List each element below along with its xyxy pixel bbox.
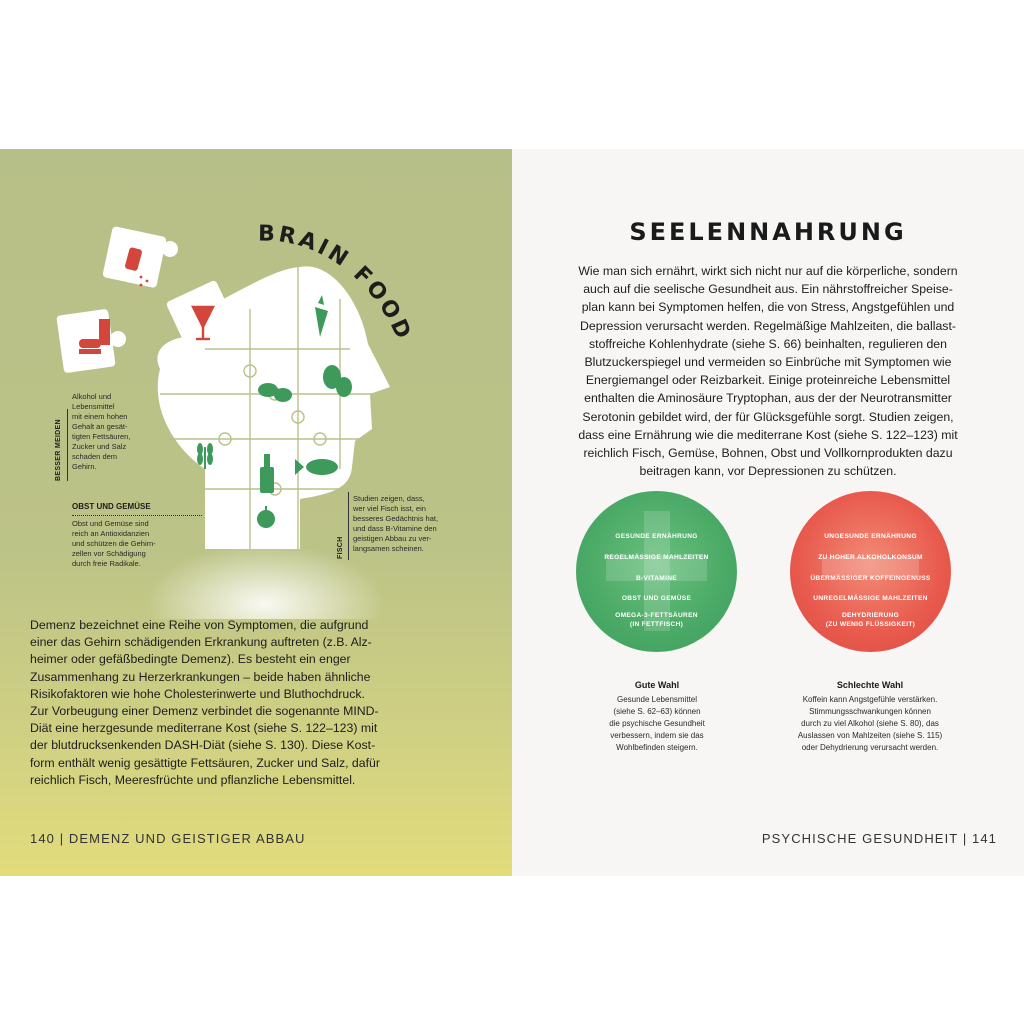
good-choice-circle xyxy=(576,491,737,652)
bad-item: DEHYDRIERUNG xyxy=(841,612,900,619)
bad-caption-body xyxy=(780,694,960,754)
body-line: Serotonin gebildet wird, der für Glücksgefühle sorgt. Studien zeigen, xyxy=(582,409,954,424)
bad-item: ÜBERMÄSSIGER KOFFEINGENUSS xyxy=(810,575,931,582)
caption-line: (siehe S. 62–63) können xyxy=(613,707,701,716)
body-line: plan kann bei Symptomen helfen, die von Stress, Angstgefühlen und xyxy=(581,300,955,315)
besser-meiden-text xyxy=(72,392,152,472)
left-body-text xyxy=(30,617,420,789)
good-caption-body xyxy=(567,694,747,754)
besser-meiden-heading: BESSER MEIDEN xyxy=(55,419,62,481)
body-line: der blutdrucksenkenden DASH-Diät (siehe S. 130). Diese Kost- xyxy=(30,738,376,753)
besser-meiden-line-4: tigten Fettsäuren, xyxy=(72,432,131,441)
body-line: einer das Gehirn schädigenden Erkrankung auftreten (z.B. Alz- xyxy=(30,635,372,650)
obst-gemuese-line-3: zellen vor Schädigung xyxy=(72,549,146,558)
left-footer: 140 | DEMENZ UND GEISTIGER ABBAU xyxy=(30,831,306,846)
good-item: REGELMÄSSIGE MAHLZEITEN xyxy=(604,554,709,561)
obst-gemuese-text xyxy=(72,519,187,569)
fisch-line-4: geistigen Abbau zu ver- xyxy=(353,534,432,543)
caption-line: Wohlbefinden steigern. xyxy=(616,743,698,752)
body-line: Zusammenhang zu Herzerkrankungen – beide haben ähnliche xyxy=(30,669,371,684)
fisch-line-1: wer viel Fisch isst, ein xyxy=(353,504,426,513)
right-page xyxy=(512,149,1024,876)
obst-gemuese-line-2: und schützen die Gehirn- xyxy=(72,539,156,548)
bad-item: (ZU WENIG FLÜSSIGKEIT) xyxy=(825,621,916,628)
brain-food-title: BRAIN FOOD xyxy=(257,221,417,346)
caption-line: Stimmungsschwankungen können xyxy=(809,707,931,716)
fisch-line-2: besseres Gedächtnis hat, xyxy=(353,514,439,523)
right-footer: PSYCHISCHE GESUNDHEIT | 141 xyxy=(761,831,997,846)
caption-line: Koffein kann Angstgefühle verstärken. xyxy=(802,695,938,704)
page-title: SEELENNAHRUNG xyxy=(629,218,907,246)
caption-line: Auslassen von Mahlzeiten (siehe S. 115) xyxy=(797,731,943,740)
body-line: Diät eine herzgesunde mediterrane Kost (siehe S. 122–123) mit xyxy=(30,721,378,736)
good-item: B-VITAMINE xyxy=(636,575,677,582)
fisch-text xyxy=(353,494,463,554)
body-line: Wie man sich ernährt, wirkt sich nicht nur auf die körperliche, sondern xyxy=(578,264,958,278)
good-item: OBST UND GEMÜSE xyxy=(621,595,692,602)
caption-line: verbessern, indem sie das xyxy=(610,731,704,740)
body-line: heimer oder gefäßbedingte Demenz). Es besteht ein enger xyxy=(30,652,351,667)
bad-item: UNGESUNDE ERNÄHRUNG xyxy=(824,533,917,540)
good-caption-title: Gute Wahl xyxy=(634,680,680,690)
left-page xyxy=(0,149,512,876)
body-line: beitragen kann, vor Depressionen zu schützen. xyxy=(639,464,897,479)
body-line: Energiemangel oder Reizbarkeit. Einige proteinreiche Lebensmittel xyxy=(585,373,951,388)
body-line: reichlich Fisch, Meeresfrüchte und pflanzliche Lebensmittel. xyxy=(30,772,356,787)
obst-gemuese-line-1: reich an Antioxidanzien xyxy=(72,529,150,538)
right-body-text xyxy=(562,262,974,480)
caption-line: oder Dehydrierung verursacht werden. xyxy=(801,743,939,752)
bad-choice-circle xyxy=(790,491,951,652)
bad-item: ZU HOHER ALKOHOLKONSUM xyxy=(818,554,923,561)
body-line: dass eine Ernährung wie die mediterrane Kost (siehe S. 122–123) mit xyxy=(578,427,958,442)
good-item: OMEGA-3-FETTSÄUREN xyxy=(615,612,698,619)
good-item: GESUNDE ERNÄHRUNG xyxy=(615,533,698,540)
caption-line: die psychische Gesundheit xyxy=(609,719,705,728)
besser-meiden-line-2: mit einem hohen xyxy=(72,412,128,421)
body-line: Blutzuckerspiegel und vermeiden so Einbrüche mit Symptomen wie xyxy=(584,355,952,370)
bad-item: UNREGELMÄSSIGE MAHLZEITEN xyxy=(813,595,928,602)
obst-gemuese-line xyxy=(72,515,202,516)
body-line: auch auf die seelische Gesundheit aus. Ein nährstoffreicher Speise- xyxy=(583,282,953,297)
besser-meiden-line xyxy=(67,409,68,481)
fisch-line-0: Studien zeigen, dass, xyxy=(353,494,425,503)
body-line: Demenz bezeichnet eine Reihe von Symptomen, die aufgrund xyxy=(30,618,369,632)
besser-meiden-line-3: Gehalt an gesät- xyxy=(72,422,128,431)
besser-meiden-line-0: Alkohol und xyxy=(72,392,112,401)
body-line: reichlich Fisch, Gemüse, Bohnen, Obst und Vollkornprodukten dazu xyxy=(583,446,953,461)
caption-line: Gesunde Lebensmittel xyxy=(616,695,698,704)
fisch-line-5: langsamen scheinen. xyxy=(353,544,424,553)
besser-meiden-line-7: Gehirn. xyxy=(72,462,97,471)
body-line: Zur Vorbeugung einer Demenz verbindet die sogenannte MIND- xyxy=(30,704,379,719)
good-item: (IN FETTFISCH) xyxy=(629,621,684,628)
body-line: stoffreiche Kohlenhydrate (siehe S. 66) beinhalten, regulieren den xyxy=(589,336,947,351)
fisch-line-3: und dass B-Vitamine den xyxy=(353,524,437,533)
besser-meiden-line-5: Zucker und Salz xyxy=(72,442,127,451)
body-line: form enthält wenig gesättigte Fettsäuren, Zucker und Salz, dafür xyxy=(30,755,380,770)
obst-gemuese-line-4: durch freie Radikale. xyxy=(72,559,141,568)
bad-caption-title: Schlechte Wahl xyxy=(836,680,904,690)
fisch-heading: FISCH xyxy=(337,536,344,559)
obst-gemuese-line-0: Obst und Gemüse sind xyxy=(72,519,149,528)
fisch-line xyxy=(348,492,349,560)
caption-line: durch zu viel Alkohol (siehe S. 80), das xyxy=(801,719,939,728)
body-line: Risikofaktoren wie hohe Cholesterinwerte und Bluthochdruck. xyxy=(30,686,365,701)
obst-gemuese-heading: OBST UND GEMÜSE xyxy=(72,502,151,511)
besser-meiden-line-6: schaden dem xyxy=(72,452,118,461)
body-line: enthalten die Aminosäure Tryptophan, aus der der Neurotransmitter xyxy=(584,391,952,406)
body-line: Depression verursacht werden. Regelmäßige Mahlzeiten, die ballast- xyxy=(580,318,956,333)
besser-meiden-line-1: Lebensmittel xyxy=(72,402,115,411)
